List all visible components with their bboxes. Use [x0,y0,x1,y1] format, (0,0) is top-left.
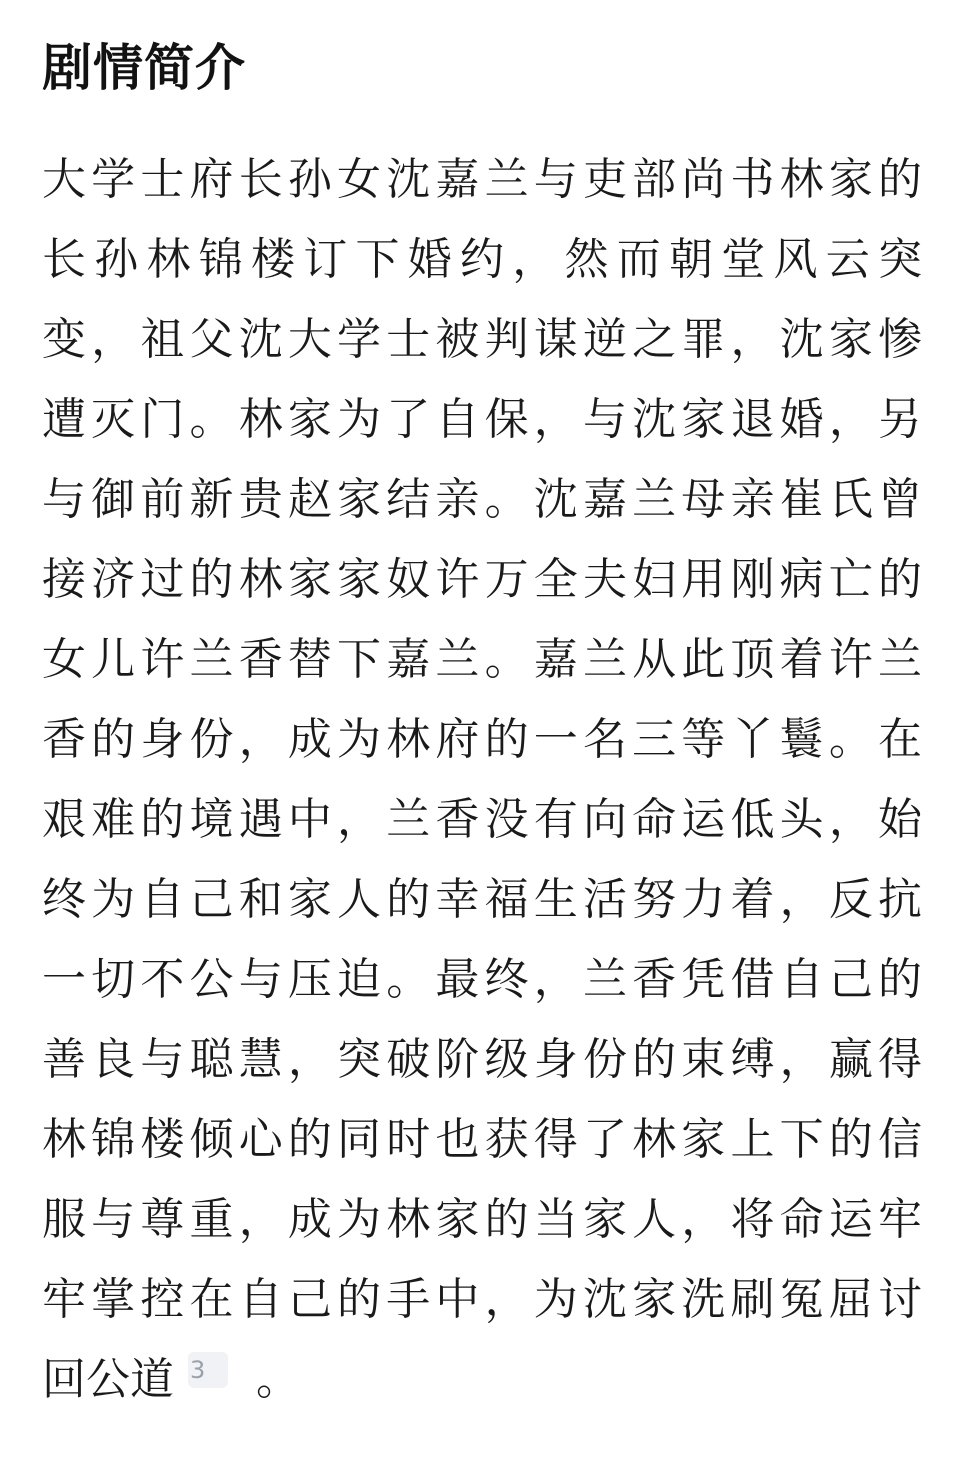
synopsis-line: 女儿许兰香替下嘉兰。嘉兰从此顶着许兰 [42,634,922,685]
synopsis-line: 长孙林锦楼订下婚约，然而朝堂风云突 [42,234,922,285]
synopsis-line: 接济过的林家家奴许万全夫妇用刚病亡的 [42,554,922,605]
end-punctuation: 。 [256,1354,300,1405]
synopsis-line: 林锦楼倾心的同时也获得了林家上下的信 [42,1114,922,1165]
synopsis-line: 与御前新贵赵家结亲。沈嘉兰母亲崔氏曾 [42,474,922,525]
synopsis-line: 终为自己和家人的幸福生活努力着，反抗 [42,874,922,925]
synopsis-last-line [42,1340,922,1420]
section-title: 剧情简介 [42,39,246,97]
reference-badge[interactable]: 3 [188,1352,228,1388]
synopsis-paragraph [42,140,922,1420]
synopsis-line: 大学士府长孙女沈嘉兰与吏部尚书林家的 [42,154,922,205]
synopsis-line: 遭灭门。林家为了自保，与沈家退婚，另 [42,394,922,445]
synopsis-line: 善良与聪慧，突破阶级身份的束缚，赢得 [42,1034,922,1085]
synopsis-line: 变，祖父沈大学士被判谋逆之罪，沈家惨 [42,314,922,365]
synopsis-line: 服与尊重，成为林家的当家人，将命运牢 [42,1194,922,1245]
synopsis-line: 香的身份，成为林府的一名三等丫鬟。在 [42,714,922,765]
synopsis-line: 艰难的境遇中，兰香没有向命运低头，始 [42,794,922,845]
synopsis-line: 一切不公与压迫。最终，兰香凭借自己的 [42,954,922,1005]
synopsis-last-line-text: 回公道 [42,1354,174,1405]
synopsis-line: 牢掌控在自己的手中，为沈家洗刷冤屈讨 [42,1274,922,1325]
